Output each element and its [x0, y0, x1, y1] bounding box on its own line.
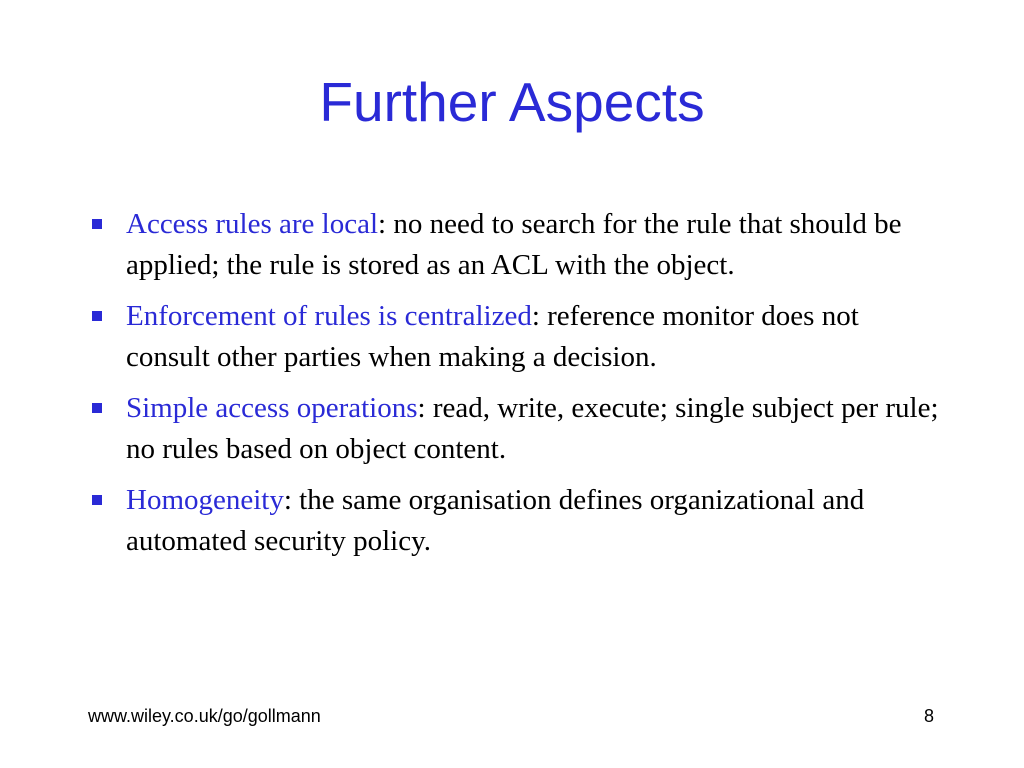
slide-title: Further Aspects — [319, 71, 705, 133]
bullet-term: Access rules are local — [126, 208, 379, 240]
bullet-text: : reference monitor does not consult other parties when making a decision. — [126, 300, 859, 373]
bullet-list — [89, 204, 949, 572]
page-number: 8 — [924, 706, 935, 726]
footer-url: www.wiley.co.uk/go/gollmann — [88, 706, 321, 726]
bullet-item-simple-operations — [89, 388, 949, 470]
bullet-term: Enforcement of rules is centralized — [126, 300, 532, 332]
square-bullet-icon — [92, 495, 102, 505]
bullet-text: : read, write, execute; single subject per rule; no rules based on object content. — [126, 392, 939, 465]
square-bullet-icon — [92, 311, 102, 321]
square-bullet-icon — [92, 403, 102, 413]
bullet-item-homogeneity — [89, 480, 949, 562]
bullet-text: : the same organisation defines organizational and automated security policy. — [126, 484, 865, 557]
bullet-text: : no need to search for the rule that should be applied; the rule is stored as an ACL with the object. — [126, 208, 902, 281]
bullet-term: Simple access operations — [126, 392, 418, 424]
bullet-item-access-rules — [89, 204, 949, 286]
bullet-item-enforcement — [89, 296, 949, 378]
square-bullet-icon — [92, 219, 102, 229]
bullet-term: Homogeneity — [126, 484, 284, 516]
